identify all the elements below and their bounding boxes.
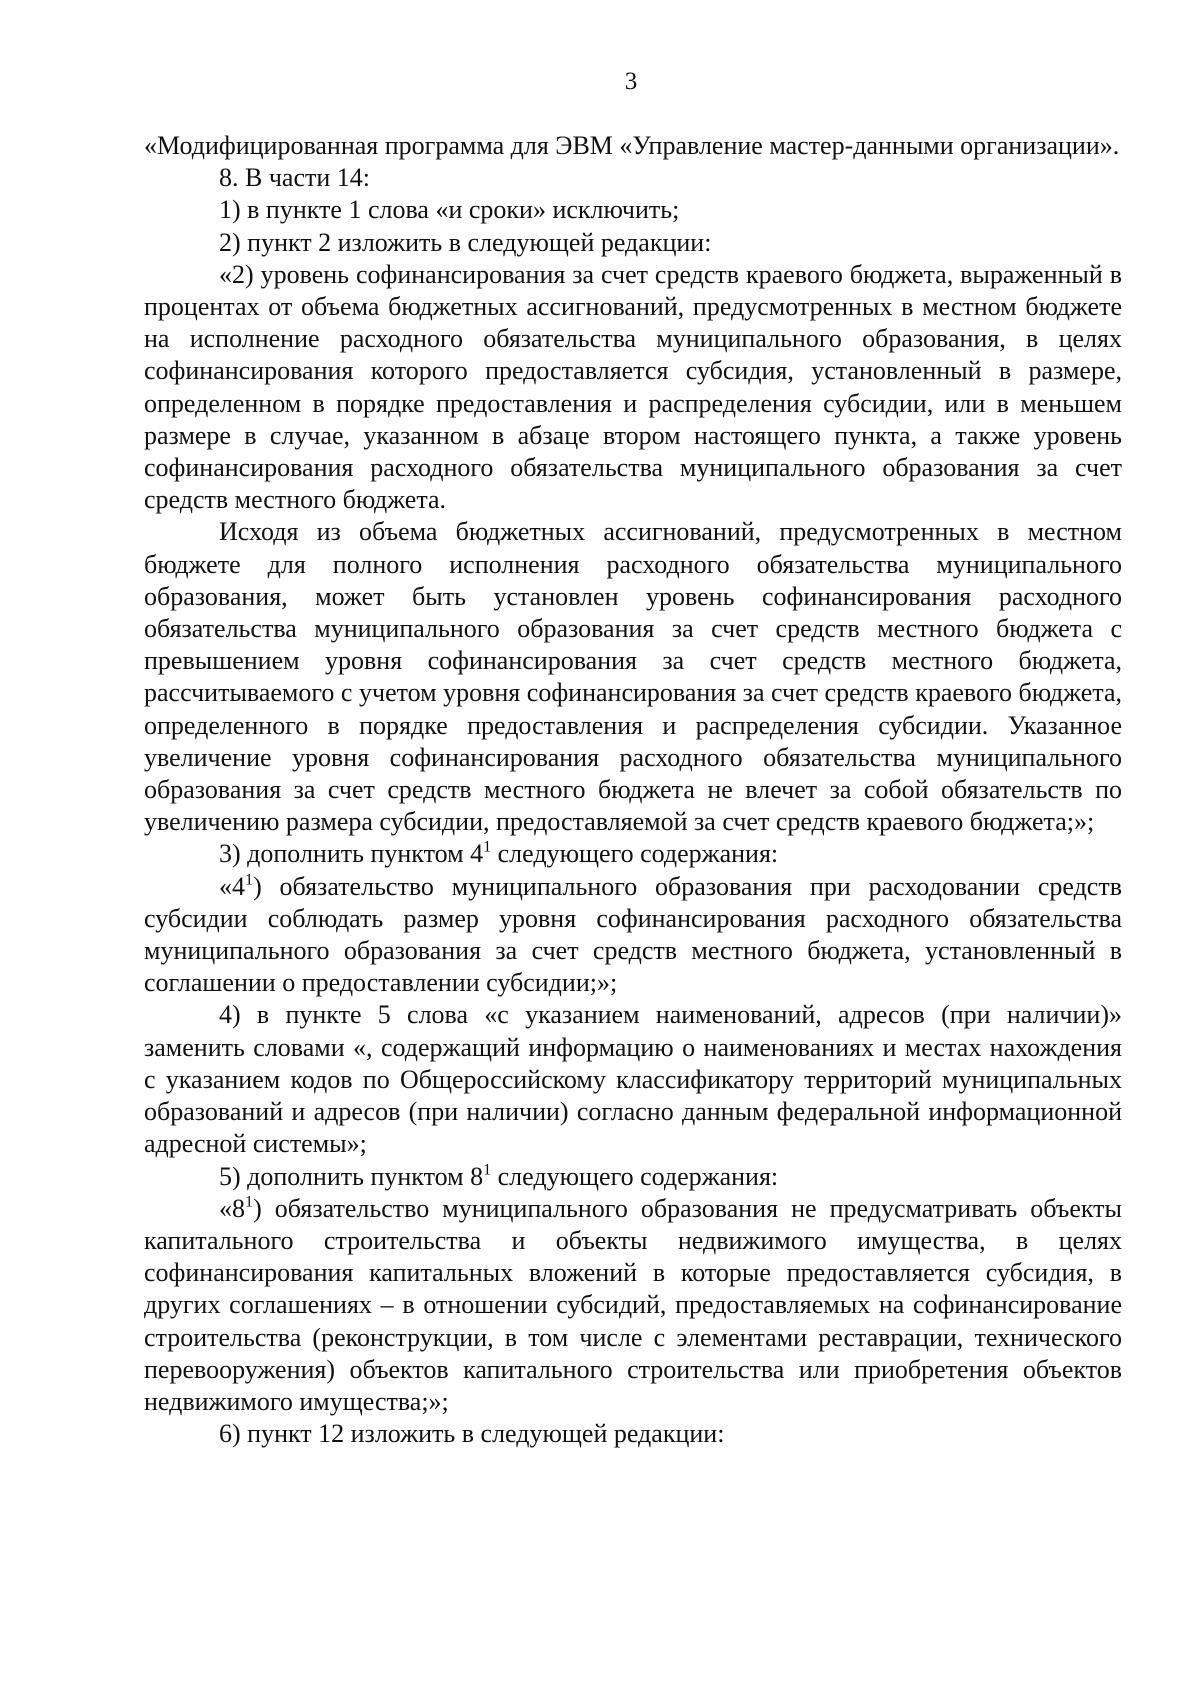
paragraph-text: «4: [219, 871, 245, 901]
paragraph-item-6: [144, 1418, 1122, 1450]
superscript: 1: [245, 1193, 254, 1211]
superscript: 1: [245, 871, 254, 889]
paragraph-text: «2) уровень софинансирования за счет средств краевого бюджета, выраженный в процентах от объема бюджетных ассигнований, предусмотренных в местном бюджете на исполнение расходного обязательства муниципального образования, в целях софинансирования которого предоставляется субсидия, установленный в размере, определенном в порядке предоставления и распределения субсидии, или в меньшем размере в случае, указанном в абзаце втором настоящего пункта, а также уровень софинансирования расходного обязательства муниципального образования за счет средств местного бюджета.: [144, 259, 1122, 515]
paragraph-text: Исходя из объема бюджетных ассигнований, предусмотренных в местном бюджете для полного исполнения расходного обязательства муниципального образования, может быть установлен уровень софинансирования расходного обязательства муниципального образования за счет средств местного бюджета с превышением уровня софинансирования за счет средств местного бюджета, рассчитываемого с учетом уровня софинансирования за счет средств краевого бюджета, определенного в порядке предоставления и распределения субсидии. Указанное увеличение уровня софинансирования расходного обязательства муниципального образования за счет средств местного бюджета не влечет за собой обязательств по увеличению размера субсидии, предоставляемой за счет средств краевого бюджета;»;: [144, 517, 1122, 837]
paragraph-program-name: [144, 130, 1122, 162]
paragraph-item-3: [144, 838, 1122, 870]
paragraph-new-point-8-1: [144, 1193, 1122, 1418]
paragraph-point-2-second: [144, 516, 1122, 838]
paragraph-item-5: [144, 1161, 1122, 1193]
paragraph-new-point-2: [144, 259, 1122, 517]
paragraph-text: «8: [219, 1193, 245, 1223]
paragraph-item-4: [144, 999, 1122, 1160]
paragraph-text: 4) в пункте 5 слова «с указанием наименований, адресов (при наличии)» заменить словами «, содержащий информацию о наименованиях и местах нахождения с указанием кодов по Общероссийскому классификатору территорий муниципальных образований и адресов (при наличии) согласно данным федеральной информационной адресной системы»;: [144, 1000, 1122, 1159]
superscript: 1: [483, 1161, 492, 1179]
paragraph-text: ) обязательство муниципального образования не предусматривать объекты капитального строительства и объекты недвижимого имущества, в целях софинансирования капитальных вложений в которые предоставляется субсидия, в других соглашениях – в отношении субсидий, предоставляемых на софинансирование строительства (реконструкции, в том числе с элементами реставрации, технического перевооружения) объектов капитального строительства или приобретения объектов недвижимого имущества;»;: [144, 1193, 1122, 1416]
page-number: 3: [624, 68, 638, 95]
paragraph-text: следующего содержания:: [491, 1161, 779, 1191]
superscript: 1: [483, 839, 492, 856]
paragraph-new-point-4-1: [144, 871, 1122, 1000]
paragraph-text: следующего содержания:: [491, 839, 779, 869]
paragraph-item-1: [144, 194, 1122, 226]
paragraph-item-2: [144, 227, 1122, 259]
paragraph-text: 2) пункт 2 изложить в следующей редакции:: [219, 227, 712, 257]
paragraph-text: 1) в пункте 1 слова «и сроки» исключить;: [219, 195, 680, 225]
document-body: [144, 130, 1122, 1450]
paragraph-part-14-heading: [144, 162, 1122, 194]
paragraph-text: 6) пункт 12 изложить в следующей редакции:: [219, 1419, 725, 1449]
paragraph-text: 5) дополнить пунктом 8: [219, 1161, 484, 1191]
paragraph-text: 8. В части 14:: [219, 163, 370, 193]
paragraph-text: 3) дополнить пунктом 4: [219, 839, 484, 869]
paragraph-text: «Модифицированная программа для ЭВМ «Управление мастер-данными организации».: [144, 131, 1120, 160]
paragraph-text: ) обязательство муниципального образования при расходовании средств субсидии соблюдать размер уровня софинансирования расходного обязательства муниципального образования за счет средств местного бюджета, установленный в соглашении о предоставлении субсидии;»;: [144, 871, 1122, 998]
